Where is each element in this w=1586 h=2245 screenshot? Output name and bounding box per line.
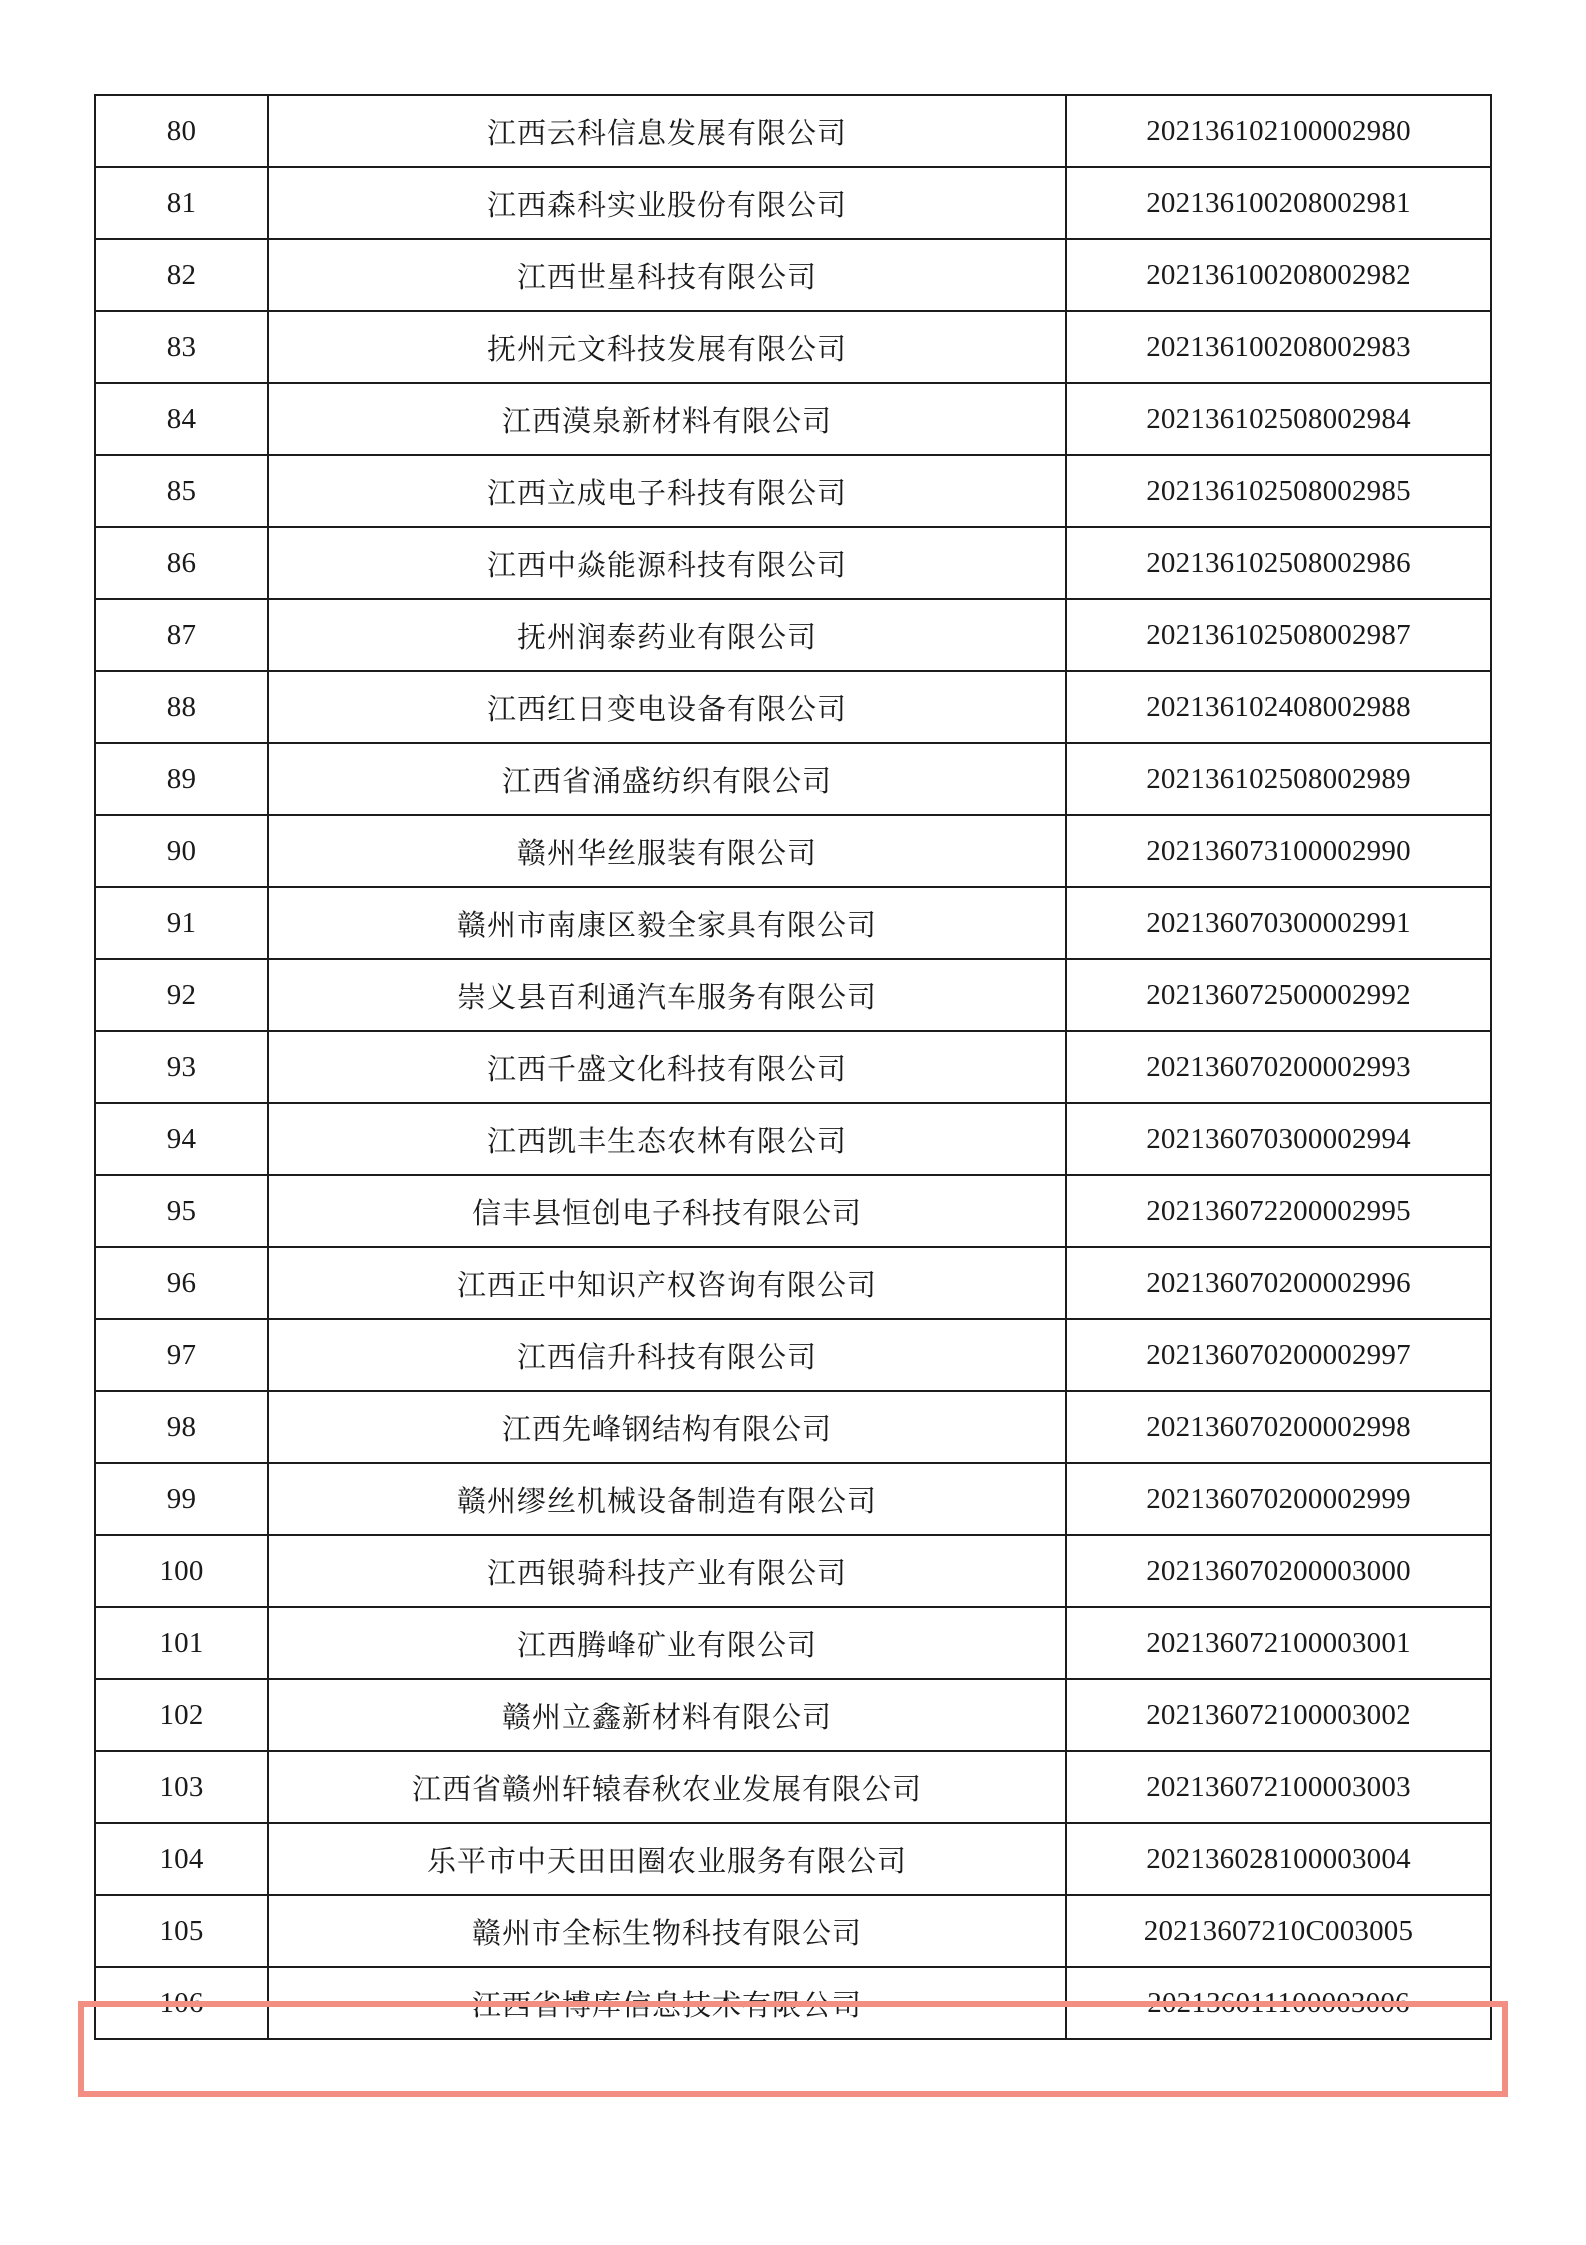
company-name-cell: 江西正中知识产权咨询有限公司 (268, 1247, 1066, 1319)
table-row (95, 599, 1491, 671)
company-name-cell: 江西千盛文化科技有限公司 (268, 1031, 1066, 1103)
company-name-cell: 江西凯丰生态农林有限公司 (268, 1103, 1066, 1175)
registration-code-cell: 202136070200003000 (1066, 1535, 1491, 1607)
company-name-cell: 信丰县恒创电子科技有限公司 (268, 1175, 1066, 1247)
row-index-cell: 82 (95, 239, 268, 311)
registration-code-cell: 202136072200002995 (1066, 1175, 1491, 1247)
table-row (95, 1967, 1491, 2039)
company-name-cell: 乐平市中天田田圈农业服务有限公司 (268, 1823, 1066, 1895)
table-row (95, 1463, 1491, 1535)
row-index-cell: 102 (95, 1679, 268, 1751)
company-name-cell: 江西世星科技有限公司 (268, 239, 1066, 311)
registration-code-cell: 202136070300002994 (1066, 1103, 1491, 1175)
registration-code-cell: 202136102508002989 (1066, 743, 1491, 815)
table-row (95, 671, 1491, 743)
table-row (95, 1031, 1491, 1103)
row-index-cell: 87 (95, 599, 268, 671)
registration-code-cell: 202136070200002996 (1066, 1247, 1491, 1319)
row-index-cell: 94 (95, 1103, 268, 1175)
registration-code-cell: 202136072100003002 (1066, 1679, 1491, 1751)
row-index-cell: 96 (95, 1247, 268, 1319)
row-index-cell: 106 (95, 1967, 268, 2039)
table-row (95, 167, 1491, 239)
table-row (95, 1679, 1491, 1751)
company-name-cell: 赣州市南康区毅全家具有限公司 (268, 887, 1066, 959)
company-name-cell: 崇义县百利通汽车服务有限公司 (268, 959, 1066, 1031)
company-name-cell: 江西省博库信息技术有限公司 (268, 1967, 1066, 2039)
registration-code-cell: 202136070300002991 (1066, 887, 1491, 959)
registration-code-cell: 202136072100003003 (1066, 1751, 1491, 1823)
registration-code-cell: 202136100208002982 (1066, 239, 1491, 311)
table-row (95, 1175, 1491, 1247)
table-body (95, 95, 1491, 2039)
table-row (95, 311, 1491, 383)
registration-code-cell: 202136070200002997 (1066, 1319, 1491, 1391)
table-row (95, 1103, 1491, 1175)
table-row (95, 383, 1491, 455)
company-name-cell: 江西腾峰矿业有限公司 (268, 1607, 1066, 1679)
registration-code-cell: 20213607210C003005 (1066, 1895, 1491, 1967)
registration-code-cell: 202136100208002981 (1066, 167, 1491, 239)
table-row (95, 1535, 1491, 1607)
row-index-cell: 99 (95, 1463, 268, 1535)
registration-code-cell: 202136100208002983 (1066, 311, 1491, 383)
company-list-table-container (94, 94, 1490, 2040)
registration-code-cell: 202136102100002980 (1066, 95, 1491, 167)
row-index-cell: 103 (95, 1751, 268, 1823)
registration-code-cell: 202136073100002990 (1066, 815, 1491, 887)
table-row (95, 1751, 1491, 1823)
table-row (95, 1391, 1491, 1463)
row-index-cell: 86 (95, 527, 268, 599)
table-row (95, 743, 1491, 815)
row-index-cell: 100 (95, 1535, 268, 1607)
registration-code-cell: 202136102508002986 (1066, 527, 1491, 599)
company-name-cell: 江西漠泉新材料有限公司 (268, 383, 1066, 455)
registration-code-cell: 202136102508002987 (1066, 599, 1491, 671)
table-row (95, 959, 1491, 1031)
row-index-cell: 85 (95, 455, 268, 527)
registration-code-cell: 202136011100003006 (1066, 1967, 1491, 2039)
row-index-cell: 104 (95, 1823, 268, 1895)
registration-code-cell: 202136070200002993 (1066, 1031, 1491, 1103)
registration-code-cell: 202136070200002998 (1066, 1391, 1491, 1463)
table-row (95, 1607, 1491, 1679)
row-index-cell: 84 (95, 383, 268, 455)
company-list-table (94, 94, 1492, 2040)
row-index-cell: 98 (95, 1391, 268, 1463)
registration-code-cell: 202136072100003001 (1066, 1607, 1491, 1679)
row-index-cell: 92 (95, 959, 268, 1031)
company-name-cell: 抚州元文科技发展有限公司 (268, 311, 1066, 383)
row-index-cell: 93 (95, 1031, 268, 1103)
company-name-cell: 江西中焱能源科技有限公司 (268, 527, 1066, 599)
company-name-cell: 江西森科实业股份有限公司 (268, 167, 1066, 239)
company-name-cell: 赣州缪丝机械设备制造有限公司 (268, 1463, 1066, 1535)
registration-code-cell: 202136102508002985 (1066, 455, 1491, 527)
row-index-cell: 95 (95, 1175, 268, 1247)
table-row (95, 887, 1491, 959)
row-index-cell: 90 (95, 815, 268, 887)
table-row (95, 455, 1491, 527)
company-name-cell: 江西云科信息发展有限公司 (268, 95, 1066, 167)
table-row (95, 1319, 1491, 1391)
company-name-cell: 江西信升科技有限公司 (268, 1319, 1066, 1391)
registration-code-cell: 202136102508002984 (1066, 383, 1491, 455)
row-index-cell: 105 (95, 1895, 268, 1967)
registration-code-cell: 202136028100003004 (1066, 1823, 1491, 1895)
company-name-cell: 江西银骑科技产业有限公司 (268, 1535, 1066, 1607)
table-row (95, 527, 1491, 599)
company-name-cell: 赣州华丝服装有限公司 (268, 815, 1066, 887)
registration-code-cell: 202136070200002999 (1066, 1463, 1491, 1535)
registration-code-cell: 202136072500002992 (1066, 959, 1491, 1031)
table-row (95, 815, 1491, 887)
table-row (95, 239, 1491, 311)
row-index-cell: 89 (95, 743, 268, 815)
table-row (95, 95, 1491, 167)
company-name-cell: 江西省涌盛纺织有限公司 (268, 743, 1066, 815)
company-name-cell: 赣州立鑫新材料有限公司 (268, 1679, 1066, 1751)
row-index-cell: 80 (95, 95, 268, 167)
company-name-cell: 赣州市全标生物科技有限公司 (268, 1895, 1066, 1967)
row-index-cell: 101 (95, 1607, 268, 1679)
company-name-cell: 江西红日变电设备有限公司 (268, 671, 1066, 743)
table-row (95, 1895, 1491, 1967)
row-index-cell: 97 (95, 1319, 268, 1391)
table-row (95, 1247, 1491, 1319)
company-name-cell: 江西先峰钢结构有限公司 (268, 1391, 1066, 1463)
company-name-cell: 抚州润泰药业有限公司 (268, 599, 1066, 671)
company-name-cell: 江西立成电子科技有限公司 (268, 455, 1066, 527)
table-row (95, 1823, 1491, 1895)
row-index-cell: 91 (95, 887, 268, 959)
company-name-cell: 江西省赣州轩辕春秋农业发展有限公司 (268, 1751, 1066, 1823)
registration-code-cell: 202136102408002988 (1066, 671, 1491, 743)
row-index-cell: 88 (95, 671, 268, 743)
row-index-cell: 83 (95, 311, 268, 383)
row-index-cell: 81 (95, 167, 268, 239)
